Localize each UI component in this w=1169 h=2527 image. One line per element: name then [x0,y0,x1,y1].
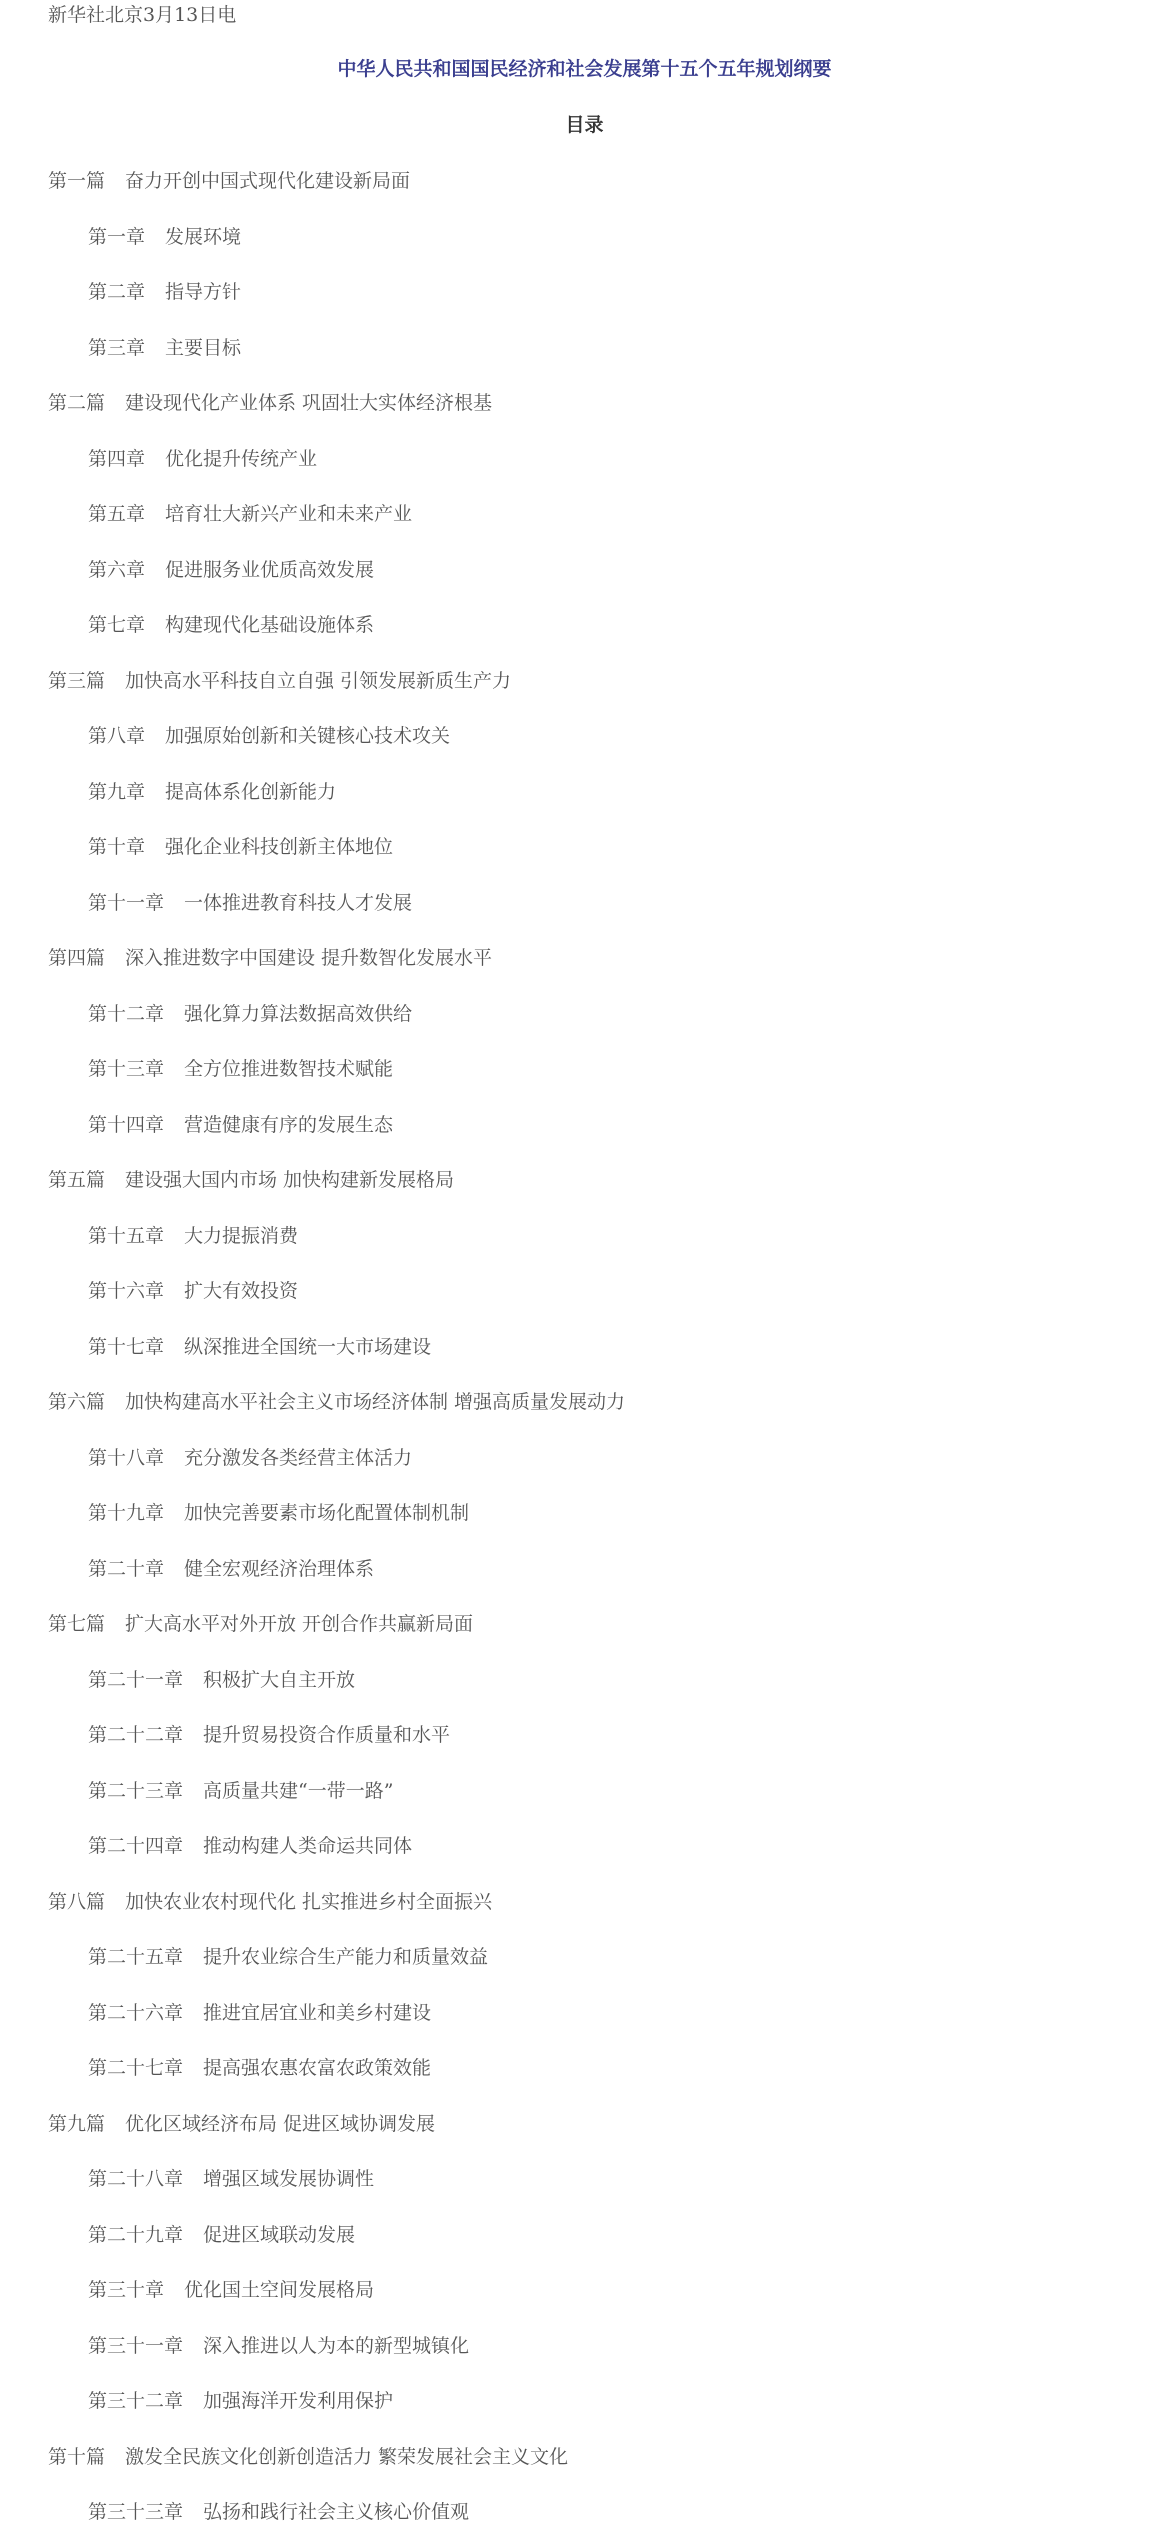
chapter-title: 全方位推进数智技术赋能 [184,1058,394,1080]
toc-chapter-entry [88,555,374,585]
chapter-number: 第十一章 [88,892,165,914]
chapter-title: 提升贸易投资合作质量和水平 [203,1724,451,1746]
part-title: 加快高水平科技自立自强 引领发展新质生产力 [125,670,512,692]
chapter-number: 第十章 [88,836,146,858]
chapter-number: 第五章 [88,503,146,525]
chapter-title: 营造健康有序的发展生态 [184,1114,394,1136]
toc-chapter-entry [88,1776,393,1806]
chapter-title: 主要目标 [165,337,242,359]
part-number: 第五篇 [48,1169,106,1191]
chapter-title: 促进服务业优质高效发展 [165,559,375,581]
toc-heading: 目录 [565,114,604,136]
chapter-title: 强化算力算法数据高效供给 [184,1003,413,1025]
toc-part-entry [48,388,492,418]
part-number: 第三篇 [48,670,106,692]
toc-chapter-entry [88,1942,488,1972]
chapter-title: 深入推进以人为本的新型城镇化 [203,2335,470,2357]
chapter-number: 第八章 [88,725,146,747]
chapter-number: 第四章 [88,448,146,470]
chapter-title: 加强海洋开发利用保护 [203,2390,394,2412]
chapter-number: 第十七章 [88,1336,165,1358]
part-title: 建设强大国内市场 加快构建新发展格局 [125,1169,455,1191]
toc-chapter-entry [88,2275,374,2305]
chapter-number: 第二十八章 [88,2168,184,2190]
toc-chapter-entry [88,222,241,252]
toc-part-entry [48,1165,454,1195]
toc-chapter-entry [88,888,412,918]
chapter-title: 提升农业综合生产能力和质量效益 [203,1946,489,1968]
toc-chapter-entry [88,1665,355,1695]
chapter-number: 第一章 [88,226,146,248]
chapter-title: 发展环境 [165,226,242,248]
toc-chapter-entry [88,1332,431,1362]
chapter-number: 第二十五章 [88,1946,184,1968]
toc-chapter-entry [88,610,374,640]
chapter-number: 第二十七章 [88,2057,184,2079]
chapter-title: 积极扩大自主开放 [203,1669,356,1691]
toc-part-entry [48,1387,625,1417]
toc-chapter-entry [88,2053,431,2083]
toc-part-entry [48,2442,568,2472]
toc-chapter-entry [88,721,450,751]
toc-chapter-entry [88,2331,469,2361]
toc-chapter-entry [88,1110,393,1140]
toc-chapter-entry [88,1276,298,1306]
part-number: 第二篇 [48,392,106,414]
part-title: 扩大高水平对外开放 开创合作共赢新局面 [125,1613,474,1635]
document-title: 中华人民共和国国民经济和社会发展第十五个五年规划纲要 [337,58,832,80]
chapter-number: 第二十九章 [88,2224,184,2246]
part-title: 加快农业农村现代化 扎实推进乡村全面振兴 [125,1891,493,1913]
toc-chapter-entry [88,2164,374,2194]
toc-part-entry [48,666,511,696]
chapter-title: 培育壮大新兴产业和未来产业 [165,503,413,525]
part-number: 第六篇 [48,1391,106,1413]
chapter-title: 增强区域发展协调性 [203,2168,375,2190]
part-title: 奋力开创中国式现代化建设新局面 [125,170,411,192]
chapter-number: 第十六章 [88,1280,165,1302]
toc-chapter-entry [88,1498,469,1528]
chapter-number: 第二十一章 [88,1669,184,1691]
chapter-title: 推动构建人类命运共同体 [203,1835,413,1857]
chapter-number: 第三十一章 [88,2335,184,2357]
toc-chapter-entry [88,277,241,307]
toc-chapter-entry [88,444,317,474]
toc-chapter-entry [88,832,393,862]
toc-part-entry [48,166,410,196]
chapter-number: 第十三章 [88,1058,165,1080]
part-number: 第八篇 [48,1891,106,1913]
chapter-title: 一体推进教育科技人才发展 [184,892,413,914]
chapter-title: 指导方针 [165,281,242,303]
toc-chapter-entry [88,1720,450,1750]
chapter-number: 第三十三章 [88,2501,184,2523]
part-title: 加快构建高水平社会主义市场经济体制 增强高质量发展动力 [125,1391,626,1413]
part-title: 深入推进数字中国建设 提升数智化发展水平 [125,947,493,969]
toc-chapter-entry [88,333,241,363]
toc-chapter-entry [88,2220,355,2250]
toc-chapter-entry [88,2497,469,2527]
toc-chapter-entry [88,1998,431,2028]
toc-chapter-entry [88,1054,393,1084]
dateline: 新华社北京3月13日电 [48,4,237,26]
toc-chapter-entry [88,2386,393,2416]
part-number: 第一篇 [48,170,106,192]
chapter-title: 推进宜居宜业和美乡村建设 [203,2002,432,2024]
toc-chapter-entry [88,777,336,807]
chapter-title: 优化提升传统产业 [165,448,318,470]
chapter-number: 第六章 [88,559,146,581]
chapter-title: 加快完善要素市场化配置体制机制 [184,1502,470,1524]
toc-part-entry [48,1887,492,1917]
chapter-title: 健全宏观经济治理体系 [184,1558,375,1580]
chapter-number: 第七章 [88,614,146,636]
toc-chapter-entry [88,1831,412,1861]
chapter-number: 第十四章 [88,1114,165,1136]
chapter-number: 第三十章 [88,2279,165,2301]
toc-part-entry [48,1609,473,1639]
chapter-number: 第三章 [88,337,146,359]
chapter-number: 第十九章 [88,1502,165,1524]
toc-chapter-entry [88,999,412,1029]
toc-chapter-entry [88,499,412,529]
toc-part-entry [48,2109,435,2139]
chapter-number: 第二十四章 [88,1835,184,1857]
part-number: 第十篇 [48,2446,106,2468]
chapter-number: 第三十二章 [88,2390,184,2412]
chapter-title: 强化企业科技创新主体地位 [165,836,394,858]
chapter-title: 优化国土空间发展格局 [184,2279,375,2301]
toc-part-entry [48,943,492,973]
chapter-number: 第二章 [88,281,146,303]
toc-chapter-entry [88,1221,298,1251]
part-number: 第九篇 [48,2113,106,2135]
chapter-title: 纵深推进全国统一大市场建设 [184,1336,432,1358]
toc-chapter-entry [88,1554,374,1584]
chapter-number: 第二十章 [88,1558,165,1580]
part-title: 建设现代化产业体系 巩固壮大实体经济根基 [125,392,493,414]
chapter-title: 提高体系化创新能力 [165,781,337,803]
chapter-title: 构建现代化基础设施体系 [165,614,375,636]
chapter-title: 弘扬和践行社会主义核心价值观 [203,2501,470,2523]
chapter-number: 第十八章 [88,1447,165,1469]
chapter-title: 加强原始创新和关键核心技术攻关 [165,725,451,747]
chapter-title: 扩大有效投资 [184,1280,299,1302]
chapter-number: 第十二章 [88,1003,165,1025]
chapter-number: 第二十六章 [88,2002,184,2024]
part-title: 优化区域经济布局 促进区域协调发展 [125,2113,436,2135]
chapter-title: 充分激发各类经营主体活力 [184,1447,413,1469]
chapter-title: 促进区域联动发展 [203,2224,356,2246]
part-title: 激发全民族文化创新创造活力 繁荣发展社会主义文化 [125,2446,569,2468]
chapter-title: 大力提振消费 [184,1225,299,1247]
chapter-number: 第二十三章 [88,1780,184,1802]
chapter-number: 第九章 [88,781,146,803]
part-number: 第四篇 [48,947,106,969]
toc-chapter-entry [88,1443,412,1473]
chapter-number: 第二十二章 [88,1724,184,1746]
chapter-title: 高质量共建“一带一路” [203,1780,394,1802]
part-number: 第七篇 [48,1613,106,1635]
chapter-number: 第十五章 [88,1225,165,1247]
chapter-title: 提高强农惠农富农政策效能 [203,2057,432,2079]
